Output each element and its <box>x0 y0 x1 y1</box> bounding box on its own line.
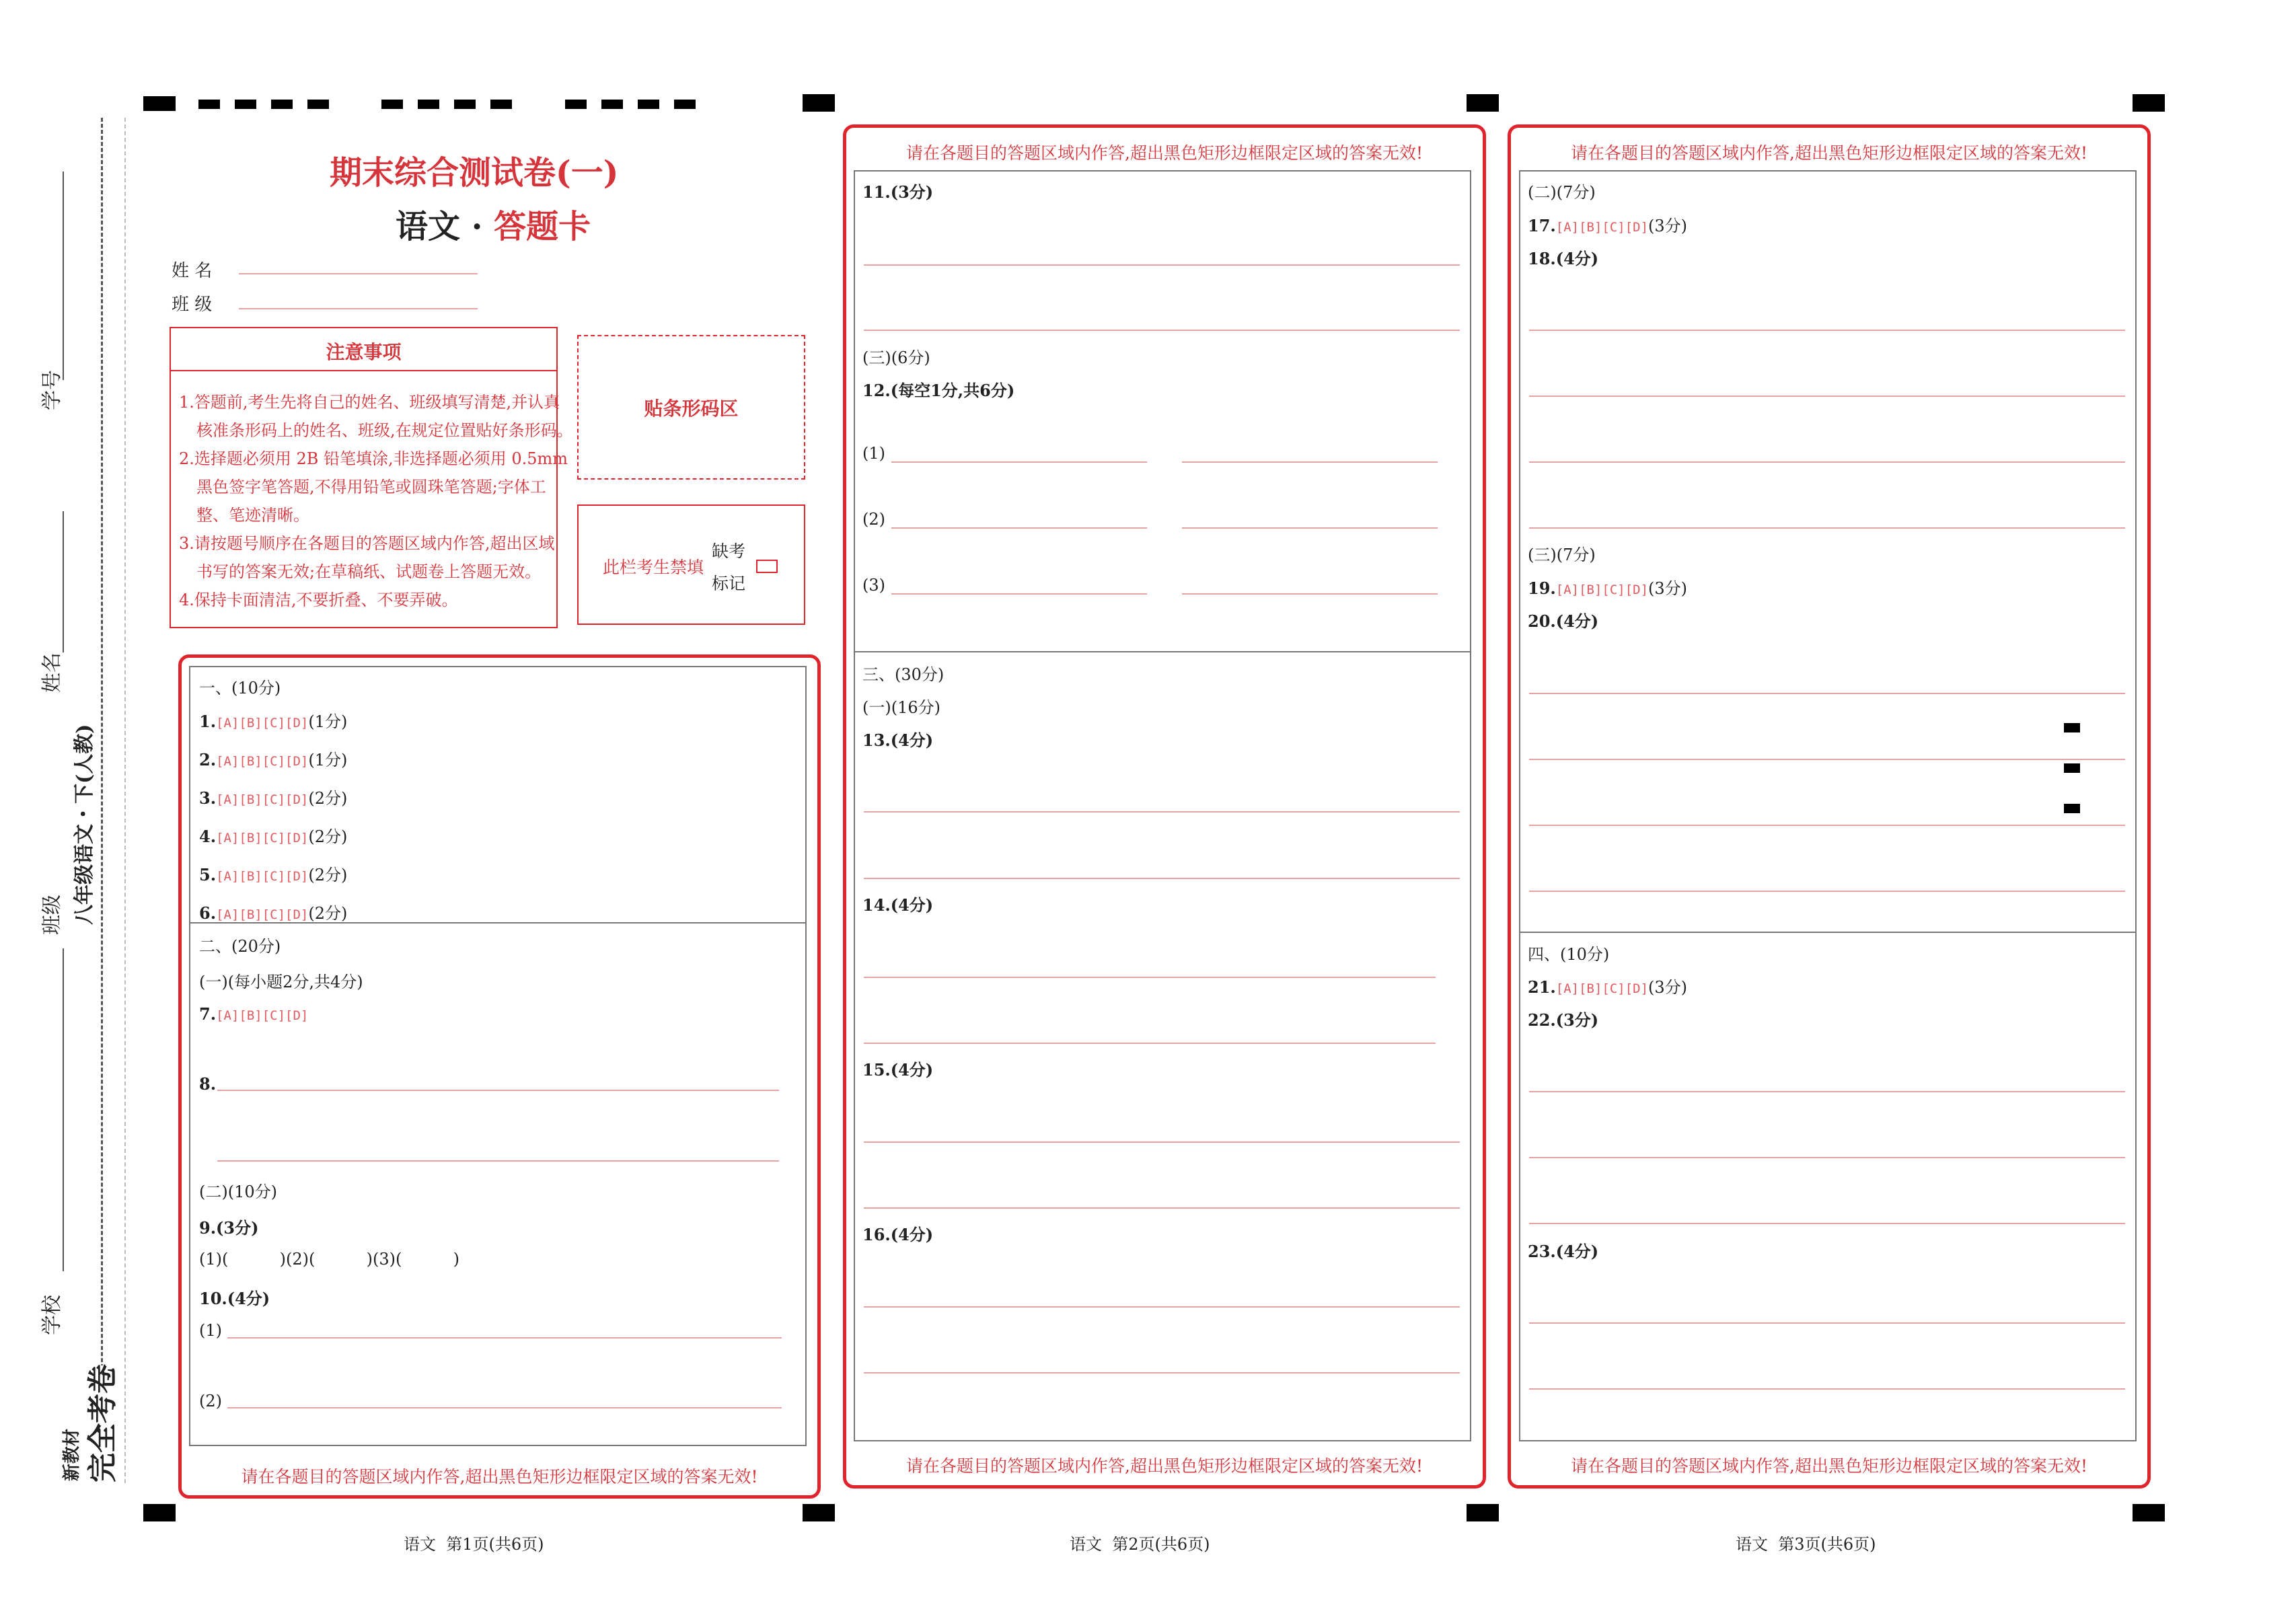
timing-mark <box>198 100 220 109</box>
name-field-label: 姓 名 <box>172 261 213 281</box>
answer-line[interactable] <box>891 593 1147 595</box>
binding-strip <box>0 0 135 1619</box>
answer-line[interactable] <box>227 1337 782 1339</box>
notice-title: 注意事项 <box>326 341 402 363</box>
question-7[interactable]: 7.[A][B][C][D] <box>199 1004 309 1024</box>
question-1[interactable]: 1.[A][B][C][D](1分) <box>199 712 348 731</box>
notice-line: 3.请按题号顺序在各题目的答题区域内作答,超出区域 <box>179 534 555 553</box>
subsection-heading: (一)(16分) <box>862 698 940 717</box>
timing-mark <box>565 100 587 109</box>
answer-line[interactable] <box>1529 693 2125 694</box>
notice-line: 书写的答案无效;在草稿纸、试题卷上答题无效。 <box>196 562 542 581</box>
answer-line[interactable] <box>864 330 1460 331</box>
question-10-part-1: (1) <box>199 1321 222 1340</box>
question-19[interactable]: 19.[A][B][C][D](3分) <box>1528 578 1688 598</box>
timing-mark <box>674 100 696 109</box>
answer-line[interactable] <box>217 1160 779 1162</box>
question-12-part-1: (1) <box>862 444 885 463</box>
book-label: 八年级语文・下(人教) <box>73 724 96 925</box>
question-9: 9.(3分) <box>199 1218 259 1238</box>
binding-dashed-line <box>101 118 103 1483</box>
page-footer: 语文 第2页(共6页) <box>1070 1535 1210 1554</box>
answer-line[interactable] <box>864 1306 1460 1308</box>
name-line[interactable] <box>63 511 64 652</box>
answer-line[interactable] <box>864 878 1460 879</box>
answer-line[interactable] <box>1529 1223 2125 1224</box>
question-10-part-2: (2) <box>199 1392 222 1410</box>
question-9-blanks[interactable]: (1)( )(2)( )(3)( ) <box>199 1250 460 1269</box>
answer-region-page2 <box>854 170 1471 1441</box>
barcode-area <box>577 335 805 480</box>
corner-mark <box>803 1504 835 1521</box>
warning-text: 请在各题目的答题区域内作答,超出黑色矩形边框限定区域的答案无效! <box>906 1456 1423 1476</box>
question-5[interactable]: 5.[A][B][C][D](2分) <box>199 865 348 884</box>
notice-divider <box>171 370 556 371</box>
choice-options: [A][B][C][D] <box>216 907 309 922</box>
absent-mark-text-1: 缺考 <box>712 541 746 561</box>
answer-line[interactable] <box>864 1372 1460 1373</box>
timing-mark <box>490 100 512 109</box>
timing-mark <box>418 100 439 109</box>
answer-line[interactable] <box>864 1141 1460 1143</box>
answer-line[interactable] <box>1182 461 1438 463</box>
corner-mark <box>2133 94 2165 112</box>
answer-line[interactable] <box>217 1090 779 1091</box>
timing-mark <box>381 100 403 109</box>
corner-mark <box>2133 1504 2165 1521</box>
choice-options: [A][B][C][D] <box>216 716 309 730</box>
notice-line: 4.保持卡面清洁,不要折叠、不要弄破。 <box>179 591 458 609</box>
timing-mark <box>143 96 176 111</box>
question-12: 12.(每空1分,共6分) <box>862 381 1015 400</box>
question-18: 18.(4分) <box>1528 249 1599 268</box>
section-1-heading: 一、(10分) <box>199 679 281 698</box>
question-2[interactable]: 2.[A][B][C][D](1分) <box>199 750 348 769</box>
subsection-heading: (一)(每小题2分,共4分) <box>199 973 363 991</box>
class-line[interactable] <box>63 948 64 1271</box>
choice-options: [A][B][C][D] <box>216 869 309 884</box>
subtitle-prefix: 语文 · <box>396 208 494 246</box>
notice-line: 1.答题前,考生先将自己的姓名、班级填写清楚,并认真 <box>179 393 560 412</box>
notice-box <box>170 327 573 628</box>
student-no-line[interactable] <box>63 172 64 380</box>
answer-line[interactable] <box>1529 891 2125 892</box>
subsection-heading: (三)(7分) <box>1528 545 1596 564</box>
brand-big-text: 完全考卷 <box>85 1364 120 1482</box>
answer-line[interactable] <box>1529 1322 2125 1324</box>
section-4-heading: 四、(10分) <box>1528 945 1610 964</box>
subtitle-answer-card: 答题卡 <box>494 208 591 246</box>
answer-line[interactable] <box>1529 1157 2125 1158</box>
notice-line: 整、笔迹清晰。 <box>196 506 309 525</box>
question-22: 22.(3分) <box>1528 1010 1599 1030</box>
question-21[interactable]: 21.[A][B][C][D](3分) <box>1528 977 1688 997</box>
school-label: 学校 <box>40 1295 64 1335</box>
subsection-heading: (三)(6分) <box>862 348 930 367</box>
question-14: 14.(4分) <box>862 895 934 915</box>
question-3[interactable]: 3.[A][B][C][D](2分) <box>199 788 348 808</box>
question-15: 15.(4分) <box>862 1060 934 1080</box>
page-footer: 语文 第1页(共6页) <box>404 1535 544 1554</box>
class-input-line[interactable] <box>239 308 478 309</box>
answer-line[interactable] <box>864 1043 1436 1044</box>
answer-line[interactable] <box>1529 330 2125 331</box>
corner-mark <box>143 1504 176 1521</box>
name-label: 姓名 <box>40 652 64 693</box>
question-11: 11.(3分) <box>862 182 934 202</box>
answer-line[interactable] <box>864 1207 1460 1209</box>
section-divider <box>854 651 1470 652</box>
binding-dashed-line <box>124 118 126 1483</box>
class-label: 班级 <box>40 895 64 935</box>
absent-label: 此栏考生禁填 <box>603 558 704 577</box>
answer-line[interactable] <box>1529 527 2125 529</box>
answer-line[interactable] <box>1529 1091 2125 1092</box>
question-10: 10.(4分) <box>199 1289 270 1308</box>
question-12-part-2: (2) <box>862 510 885 529</box>
question-6[interactable]: 6.[A][B][C][D](2分) <box>199 903 348 923</box>
absent-box <box>577 504 805 625</box>
answer-line[interactable] <box>1529 1388 2125 1390</box>
notice-line: 黑色签字笔答题,不得用铅笔或圆珠笔答题;字体工 <box>196 478 546 496</box>
question-17[interactable]: 17.[A][B][C][D](3分) <box>1528 216 1688 235</box>
answer-line[interactable] <box>864 977 1436 978</box>
barcode-label: 贴条形码区 <box>644 398 739 420</box>
question-13: 13.(4分) <box>862 730 934 750</box>
answer-line[interactable] <box>891 461 1147 463</box>
warning-text: 请在各题目的答题区域内作答,超出黑色矩形边框限定区域的答案无效! <box>906 143 1423 163</box>
timing-mark <box>307 100 329 109</box>
answer-line[interactable] <box>1529 396 2125 397</box>
question-4[interactable]: 4.[A][B][C][D](2分) <box>199 827 348 846</box>
notice-line: 核准条形码上的姓名、班级,在规定位置贴好条形码。 <box>196 421 573 440</box>
corner-mark <box>1467 94 1499 112</box>
answer-line[interactable] <box>227 1407 782 1408</box>
absent-mark-text-2: 标记 <box>712 574 746 593</box>
notice-line: 2.选择题必须用 2B 铅笔填涂,非选择题必须用 0.5mm <box>179 449 568 468</box>
corner-mark <box>803 94 835 112</box>
answer-line[interactable] <box>1182 527 1438 529</box>
section-divider <box>1519 932 2135 933</box>
page-footer: 语文 第3页(共6页) <box>1736 1535 1876 1554</box>
brand-small-text: 新教材 <box>62 1428 82 1481</box>
answer-line[interactable] <box>1529 461 2125 463</box>
section-2-heading: 二、(20分) <box>199 937 281 956</box>
page-title: 期末综合测试卷(一) <box>330 154 619 192</box>
answer-region-page1 <box>189 666 807 1446</box>
page-subtitle <box>396 200 591 247</box>
name-input-line[interactable] <box>239 273 478 274</box>
answer-line[interactable] <box>1529 759 2125 760</box>
timing-mark <box>601 100 623 109</box>
timing-mark <box>271 100 293 109</box>
answer-line[interactable] <box>864 264 1460 266</box>
choice-options: [A][B][C][D] <box>216 831 309 845</box>
class-field-label: 班 级 <box>172 295 213 315</box>
corner-mark <box>1467 1504 1499 1521</box>
timing-mark <box>454 100 476 109</box>
choice-options: [A][B][C][D] <box>1555 220 1649 235</box>
subsection-heading: (二)(7分) <box>1528 183 1596 202</box>
subsection-heading: (二)(10分) <box>199 1182 277 1201</box>
student-no-label: 学号 <box>40 370 64 410</box>
choice-options: [A][B][C][D] <box>1555 981 1649 996</box>
brand-logo <box>55 1364 120 1483</box>
question-8: 8. <box>199 1074 217 1094</box>
absent-mark-checkbox[interactable] <box>756 560 778 573</box>
answer-region-page3 <box>1519 170 2137 1441</box>
answer-line[interactable] <box>891 527 1147 529</box>
warning-text: 请在各题目的答题区域内作答,超出黑色矩形边框限定区域的答案无效! <box>241 1467 758 1486</box>
answer-line[interactable] <box>1529 825 2125 826</box>
answer-line[interactable] <box>864 811 1460 813</box>
choice-options: [A][B][C][D] <box>216 754 309 769</box>
choice-options: [A][B][C][D] <box>1555 582 1649 597</box>
answer-line[interactable] <box>1182 593 1438 595</box>
question-12-part-3: (3) <box>862 576 885 595</box>
choice-options: [A][B][C][D] <box>216 792 309 807</box>
choice-options: [A][B][C][D] <box>216 1008 309 1023</box>
warning-text: 请在各题目的答题区域内作答,超出黑色矩形边框限定区域的答案无效! <box>1571 143 2087 163</box>
warning-text: 请在各题目的答题区域内作答,超出黑色矩形边框限定区域的答案无效! <box>1571 1456 2087 1476</box>
question-23: 23.(4分) <box>1528 1242 1599 1261</box>
timing-mark <box>638 100 659 109</box>
timing-mark <box>235 100 256 109</box>
question-16: 16.(4分) <box>862 1225 934 1244</box>
section-3-heading: 三、(30分) <box>862 665 945 684</box>
question-20: 20.(4分) <box>1528 611 1599 631</box>
